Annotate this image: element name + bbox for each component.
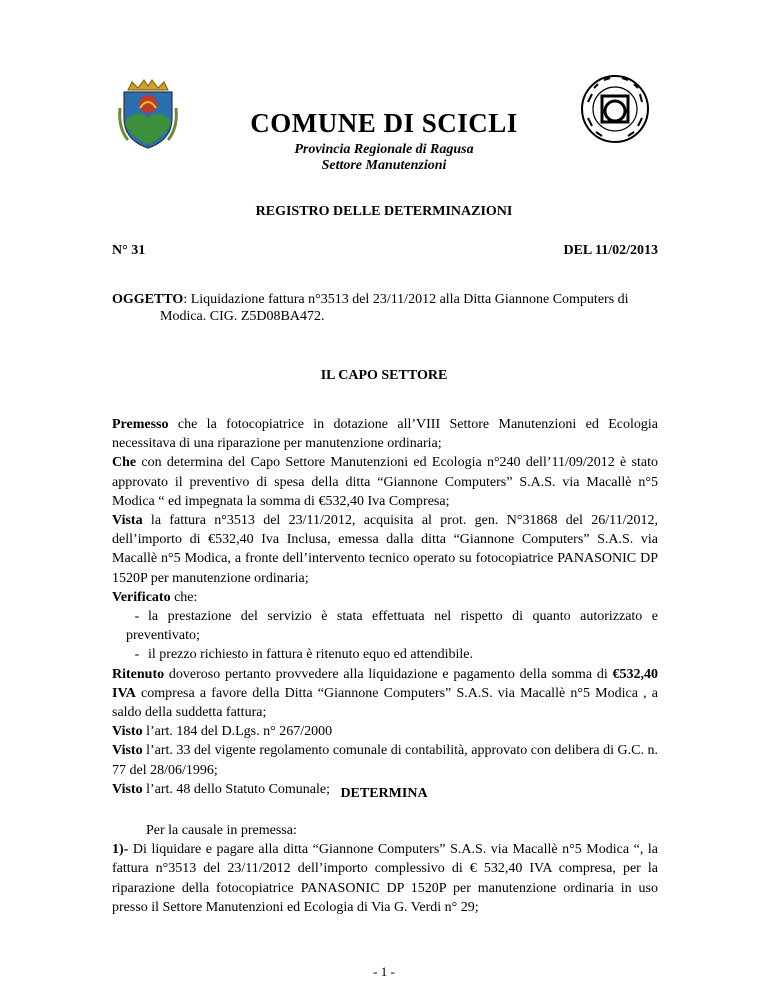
keyword: Visto: [112, 724, 143, 740]
determination-date: DEL 11/02/2013: [563, 243, 658, 258]
causale-text: Per la causale in premessa:: [146, 823, 297, 838]
keyword: 1)-: [112, 842, 129, 858]
keyword: Che: [112, 455, 137, 471]
page-title: COMUNE DI SCICLI: [250, 108, 518, 138]
oggetto-line1: [112, 290, 672, 309]
keyword: Premesso: [112, 417, 169, 432]
paragraph-text: l’art. 48 dello Statuto Comunale;: [142, 781, 331, 797]
determina-section: [112, 821, 658, 917]
paragraph-text: che:: [170, 589, 198, 605]
keyword: Verificato: [112, 589, 171, 605]
list-item: [112, 607, 658, 645]
paragraph-premesso: [112, 415, 658, 453]
paragraph-text: compresa a favore della Ditta “Giannone Computers” S.A.S. via Macallè n°5 Modica , a saldo della suddetta fattura;: [112, 685, 658, 721]
paragraph-text: l’art. 184 del D.Lgs. n° 267/2000: [142, 724, 333, 740]
paragraph-text: l’art. 33 del vigente regolamento comunale di contabilità, approvato con delibera di G.C. n. 77 del 28/06/1996;: [112, 743, 658, 778]
premesse-section: [112, 415, 658, 799]
determination-number: N° 31: [112, 243, 146, 258]
subtitle-settore: Settore Manutenzioni: [321, 158, 447, 173]
paragraph-visto: [112, 741, 658, 779]
list-item-text: la prestazione del servizio è stata effettuata nel rispetto di quanto autorizzato e preventivato;: [126, 609, 658, 644]
list-item: [112, 645, 658, 664]
paragraph-vista: [112, 511, 658, 588]
keyword: Visto: [112, 781, 143, 797]
keyword: Vista: [112, 513, 143, 529]
dash-bullet: -: [134, 647, 140, 663]
punto-1: [112, 840, 658, 917]
subtitle-provincia: Provincia Regionale di Ragusa: [294, 142, 474, 157]
amount: €532,40 IVA: [112, 666, 658, 701]
paragraph-text: Di liquidare e pagare alla ditta “Giannone Computers” S.A.S. via Macallè n°5 Modica “, la fattura n°3513 del 23/11/2012 dell’importo complessivo di € 532,40 IVA compresa, per la riparazione della fotocopiatrice PANASONIC DP 1520P per manutenzione ordinaria in uso presso il Settore Manutenzioni ed Ecologia di Via G. Verdi n° 29;: [112, 842, 658, 915]
oggetto-text: : Liquidazione fattura n°3513 del 23/11/2012 alla Ditta Giannone Computers di: [183, 292, 629, 307]
determina-heading: DETERMINA: [340, 786, 428, 801]
list-item-text: il prezzo richiesto in fattura è ritenuto equo ed attendibile.: [148, 647, 473, 663]
paragraph-text: doveroso pertanto provvedere alla liquidazione e pagamento della somma di: [164, 666, 613, 682]
paragraph-verificato: [112, 588, 658, 607]
paragraph-ritenuto: [112, 665, 658, 723]
keyword: Ritenuto: [112, 666, 165, 682]
registro-heading: REGISTRO DELLE DETERMINAZIONI: [255, 204, 513, 219]
paragraph-text: con determina del Capo Settore Manutenzioni ed Ecologia n°240 dell’11/09/2012 è stato approvato il preventivo di spesa della ditta “Giannone Computers” S.A.S. via Macallè n°5 Modica “ ed impegnata la somma di €532,40 Iva Compresa;: [112, 455, 658, 509]
paragraph-text: che la fotocopiatrice in dotazione all’VIII Settore Manutenzioni ed Ecologia necessitava di una riparazione per manutenzione ordinaria;: [112, 417, 658, 452]
paragraph-che: [112, 453, 658, 511]
oggetto-label: OGGETTO: [112, 292, 184, 307]
capo-settore-heading: IL CAPO SETTORE: [320, 368, 448, 383]
dash-bullet: -: [134, 609, 140, 625]
oggetto-line2: Modica. CIG. Z5D08BA472.: [160, 309, 325, 324]
keyword: Visto: [112, 743, 143, 759]
paragraph-text: la fattura n°3513 del 23/11/2012, acquisita al prot. gen. N°31868 del 26/11/2012, dell’importo di €532,40 Iva Inclusa, emessa dalla ditta “Giannone Computers” S.A.S. via Macallè n°5 Modica, a fronte dell’intervento tecnico operato su fotocopiatrice PANASONIC DP 1520P per manutenzione ordinaria;: [112, 513, 658, 586]
paragraph-visto: [112, 722, 658, 741]
page-number: - 1 -: [373, 964, 395, 979]
